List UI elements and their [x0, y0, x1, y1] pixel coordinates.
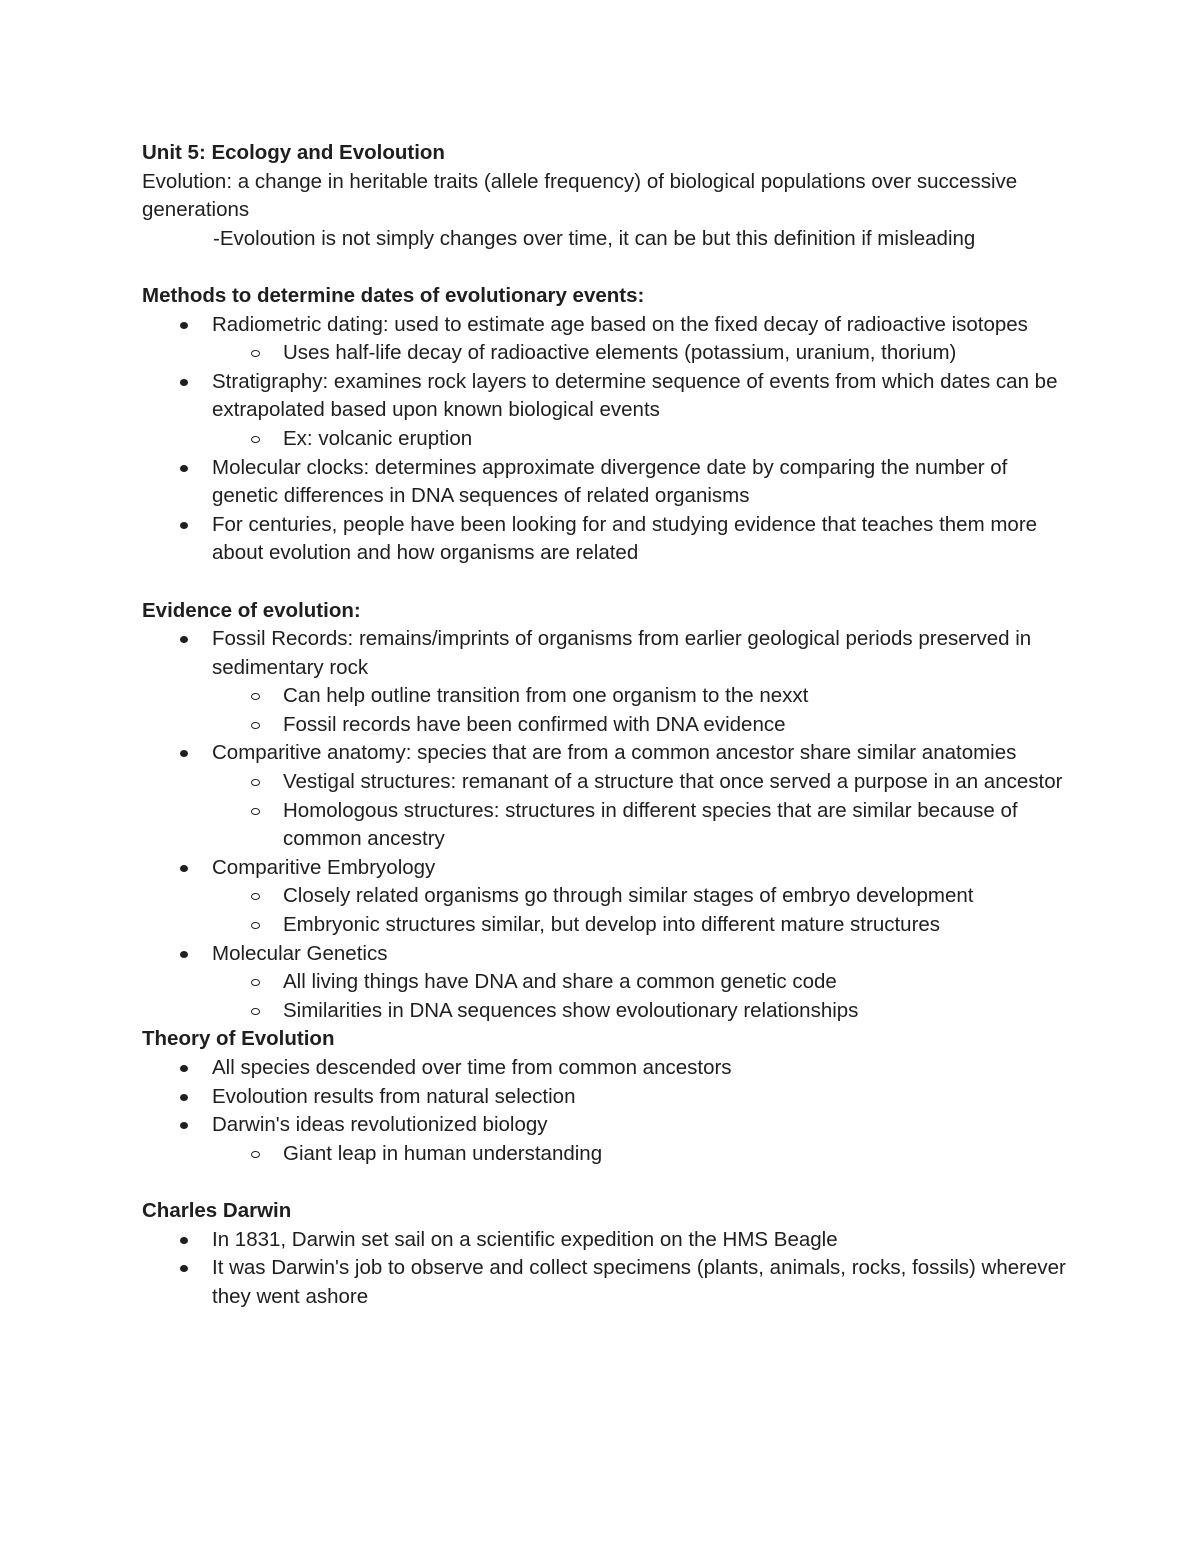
- section-heading-darwin: Charles Darwin: [142, 1198, 292, 1222]
- list-item: Evoloution results from natural selection: [212, 1083, 1072, 1112]
- sub-list: [212, 339, 1072, 368]
- sub-list-item: Homologous structures: structures in different species that are similar because of common ancestry: [283, 797, 1072, 854]
- list-item: Comparitive anatomy: species that are from a common ancestor share similar anatomies Vestigal structures: remanant of a structure that once served a purpose in an ancestor Homologous structures: structures in different species that are similar because of common ancestry: [212, 739, 1072, 853]
- spacer: [142, 568, 1072, 597]
- dating-methods-list: [142, 311, 1072, 568]
- sub-list-item: Giant leap in human understanding: [283, 1140, 1072, 1169]
- list-item: Darwin's ideas revolutionized biology Giant leap in human understanding: [212, 1111, 1072, 1168]
- list-item: Molecular Genetics All living things have DNA and share a common genetic code Similarities in DNA sequences show evoloutionary relationships: [212, 940, 1072, 1026]
- document-page: [142, 139, 1072, 1311]
- sub-list: [212, 682, 1072, 739]
- sub-list-item: All living things have DNA and share a common genetic code: [283, 968, 1072, 997]
- section-heading-theory: Theory of Evolution: [142, 1027, 335, 1051]
- list-item: It was Darwin's job to observe and collect specimens (plants, animals, rocks, fossils) wherever they went ashore: [212, 1254, 1072, 1311]
- sub-list: [212, 768, 1072, 854]
- list-item: All species descended over time from common ancestors: [212, 1054, 1072, 1083]
- sub-list-item: Fossil records have been confirmed with DNA evidence: [283, 711, 1072, 740]
- evolution-definition: Evolution: a change in heritable traits (allele frequency) of biological populations over successive generations: [142, 169, 1018, 222]
- sub-list-item: Similarities in DNA sequences show evoloutionary relationships: [283, 997, 1072, 1026]
- sub-list-item: Ex: volcanic eruption: [283, 425, 1072, 454]
- list-item: Radiometric dating: used to estimate age based on the fixed decay of radioactive isotopes Uses half-life decay of radioactive elements (potassium, uranium, thorium): [212, 311, 1072, 368]
- spacer: [142, 1168, 1072, 1197]
- sub-list: [212, 882, 1072, 939]
- darwin-list: [142, 1226, 1072, 1312]
- sub-list: [212, 968, 1072, 1025]
- sub-list: [212, 1140, 1072, 1169]
- theory-list: [142, 1054, 1072, 1168]
- list-item: In 1831, Darwin set sail on a scientific expedition on the HMS Beagle: [212, 1226, 1072, 1255]
- list-item: Molecular clocks: determines approximate divergence date by comparing the number of genetic differences in DNA sequences of related organisms: [212, 454, 1072, 511]
- evidence-list: [142, 625, 1072, 1025]
- spacer: [142, 253, 1072, 282]
- sub-list: [212, 425, 1072, 454]
- list-item: Fossil Records: remains/imprints of organisms from earlier geological periods preserved in sedimentary rock Can help outline transition from one organism to the nexxt Fossil records have been confirmed with DNA evidence: [212, 625, 1072, 739]
- sub-list-item: Uses half-life decay of radioactive elements (potassium, uranium, thorium): [283, 339, 1072, 368]
- sub-list-item: Vestigal structures: remanant of a structure that once served a purpose in an ancestor: [283, 768, 1072, 797]
- sub-list-item: Can help outline transition from one organism to the nexxt: [283, 682, 1072, 711]
- list-item: For centuries, people have been looking for and studying evidence that teaches them more about evolution and how organisms are related: [212, 511, 1072, 568]
- list-item: Comparitive Embryology Closely related organisms go through similar stages of embryo development Embryonic structures similar, but develop into different mature structures: [212, 854, 1072, 940]
- list-item: Stratigraphy: examines rock layers to determine sequence of events from which dates can be extrapolated based upon known biological events Ex: volcanic eruption: [212, 368, 1072, 454]
- definition-note: -Evoloution is not simply changes over time, it can be but this definition if misleading: [213, 226, 976, 250]
- section-heading-evidence: Evidence of evolution:: [142, 598, 361, 622]
- page-title: Unit 5: Ecology and Evoloution: [142, 141, 445, 164]
- sub-list-item: Closely related organisms go through similar stages of embryo development: [283, 882, 1072, 911]
- section-heading-dating-methods: Methods to determine dates of evolutionary events:: [142, 283, 645, 307]
- sub-list-item: Embryonic structures similar, but develop into different mature structures: [283, 911, 1072, 940]
